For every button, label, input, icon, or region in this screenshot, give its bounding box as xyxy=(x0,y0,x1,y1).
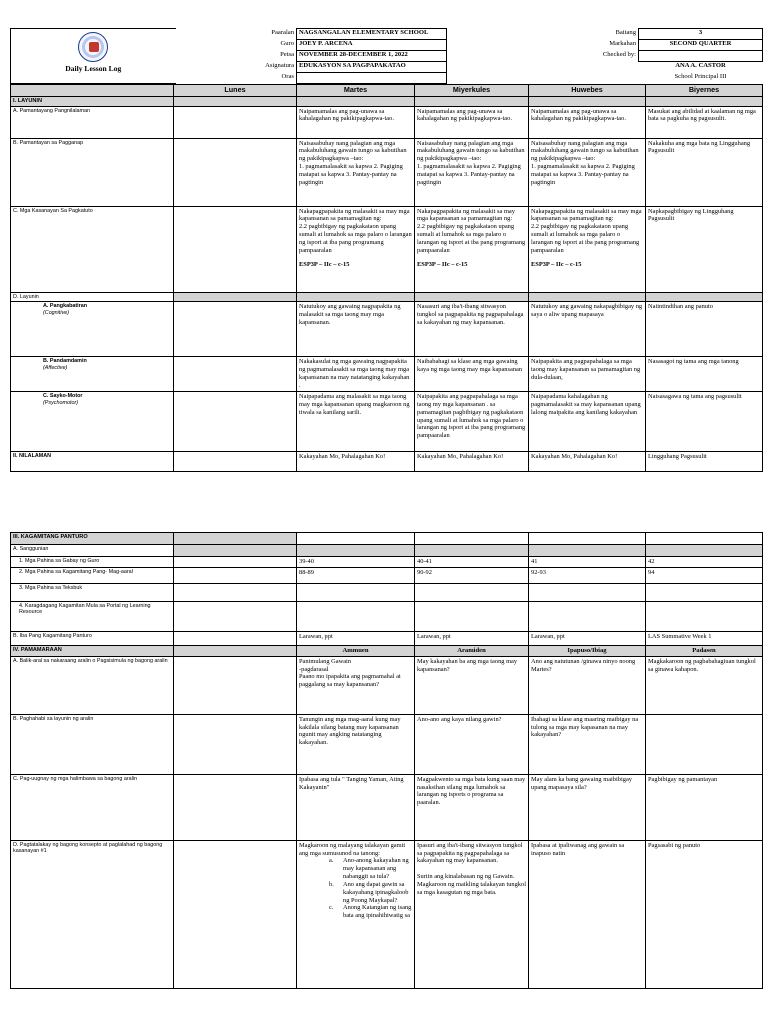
competency-code: ESP3P – IIc – c-15 xyxy=(531,261,582,269)
cell: Ipasuri ang iba't-ibang sitwasyon tungkol sa pagpapakita ng pagpapahalaga sa kakayahan ng may kapansanan. Suriin ang kinalabasan ng ng Gawain. Magkaroon ng maikling talakayan tungkol sa mga kasagutan ng mga bata. xyxy=(415,840,529,988)
cell: Naipamamalas ang pag-unawa sa kahalagahan ng pakikipagkapwa-tao. xyxy=(297,106,415,138)
cell: Nakapagpapakita ng malasakit sa may mga kapansanan sa pamamagitan ng: 2.2 pagbibigay ng pagkakataon upang sumali at lumahok sa mga palaro o larangan ng isport at iba pang programang pampaaralan ESP3P – IIc – c-15 xyxy=(415,206,529,292)
day-header: Martes xyxy=(297,85,415,97)
cell: Kakayahan Mo, Pahalagahan Ko! xyxy=(415,452,529,472)
cell: Naipamamalas ang pag-unawa sa kahalagahan ng pakikipagkapwa-tao. xyxy=(415,106,529,138)
section-heading: I. LAYUNIN xyxy=(11,96,174,106)
cell: Ipabasa at ipaliwanag ang gawain sa inapuso natin xyxy=(529,840,646,988)
cell: Nakakasulat ng mga gawaing nagpapakita ng pagmamalasakit sa mga taong may mga kapansanan na may natatanging kakayahan . xyxy=(297,357,415,392)
row-label: II. NILALAMAN xyxy=(11,452,174,472)
cell: Pagbibigay ng pamantayan xyxy=(646,774,763,840)
cell xyxy=(174,774,297,840)
field-label: Baitang xyxy=(615,28,636,36)
row-label: B. Iba Pang Kagamitang Panturo xyxy=(11,631,174,645)
field-label: Oras xyxy=(281,72,294,80)
principal-name: ANA A. CASTOR xyxy=(675,62,726,69)
row-label: 4. Karagdagang Kagamitan Mula sa Portal ng Learning Resource xyxy=(11,601,174,631)
grade-value: 3 xyxy=(639,29,763,40)
cell: Panimulang Gawain -pagdarasal Paano mo ipapakita ang pagmamahal at paggalang sa may kapansanan? xyxy=(297,656,415,714)
quarter-value: SECOND QUARTER xyxy=(639,40,763,51)
cell: Nakapagpapakita ng malasakit sa may mga kapansanan sa pamamagitan ng: 2.2 pagbibigay ng pagkakataon upang sumali at lumahok sa mga palaro o larangan ng isport at iba pang programang pampaaralan ESP3P – IIc – c-15 xyxy=(297,206,415,292)
day-header: Miyerkules xyxy=(415,85,529,97)
row-label: B. Paghahabi sa layunin ng aralin xyxy=(11,714,174,774)
cell: 92-93 xyxy=(529,567,646,583)
cell: Ano ang natutunan /ginawa ninyo noong Martes? xyxy=(529,656,646,714)
cell: Naipapakita ang pagpapahalaga sa mga taong may kapansanan sa pamamagitan ng dula-dulaan, xyxy=(529,357,646,392)
school-value: NAGSANGALAN ELEMENTARY SCHOOL xyxy=(297,29,447,40)
phase-header: Padasen xyxy=(646,645,763,656)
cell: Natutukoy ang gawaing nagpapakita ng malasakit sa mga taong may mga kapansanan. xyxy=(297,302,415,357)
day-header: Huwebes xyxy=(529,85,646,97)
phase-header: Aramiden xyxy=(415,645,529,656)
cell: Naisasabuhay nang palagian ang mga makabuluhang gawain tungo sa kabutihan ng pakikipagkapwa –tao: 1. pagmamalasakit sa kapwa 2. Pagiging matapat sa kapwa 3. Pantay-pantay na pagtingin xyxy=(297,138,415,206)
header-table xyxy=(10,28,763,84)
competency-code: ESP3P – IIc – c-15 xyxy=(299,261,350,269)
cell xyxy=(174,567,297,583)
list-item: c. Anong Katangian ng isang bata ang ipinahihiwatig sa xyxy=(329,904,412,920)
cell: Nakapagpapakita ng malasakit sa may mga kapansanan sa pamamagitan ng: 2.2 pagbibigay ng pagkakataon upang sumali at lumahok sa mga palaro o larangan ng isport at iba pang programang pampaaralan ESP3P – IIc – c-15 xyxy=(529,206,646,292)
row-label: A. Pangkabatiran (Cognitive) xyxy=(11,302,174,357)
phase-header: Ipapuso/Ibiag xyxy=(529,645,646,656)
row-label: D. Pagtatalakay ng bagong konsepto at paglalahad ng bagong kasanayan #1 xyxy=(11,840,174,988)
list-item: b. Ano ang dapat gawin sa kakayahang ipinagkaloob ng Poong Maykapal? xyxy=(329,880,409,904)
document-title: Daily Lesson Log xyxy=(65,64,122,73)
field-label: Checked by: xyxy=(602,50,636,58)
cell: Nakakuha ang mga bata ng Lingguhang Pagsusulit xyxy=(646,138,763,206)
cell: Larawan, ppt xyxy=(529,631,646,645)
cell: Kakayahan Mo, Pahalagahan Ko! xyxy=(529,452,646,472)
field-label: Paaralan xyxy=(271,28,294,36)
row-label: A. Sanggunian xyxy=(11,545,174,557)
checked-by-value xyxy=(639,51,763,62)
field-label: Petsa xyxy=(280,50,294,58)
cell: Napkapagbibigay ng Lingguhang Pagsusulit xyxy=(646,206,763,292)
cell: Kakayahan Mo, Pahalagahan Ko! xyxy=(297,452,415,472)
cell: Nasasagot ng tama ang mga tanong xyxy=(646,357,763,392)
cell xyxy=(174,452,297,472)
row-label: 3. Mga Pahina sa Teksbuk xyxy=(11,583,174,601)
cell: 42 xyxy=(646,557,763,568)
cell xyxy=(174,138,297,206)
field-label: Markahan xyxy=(609,39,636,47)
cell: Ibahagi sa klase ang maaring maibigay na tulong sa mga may kapasanan na may kakayahan? xyxy=(529,714,646,774)
cell xyxy=(174,357,297,392)
row-label: C. Mga Kasanayan Sa Pagkatuto xyxy=(11,206,174,292)
objectives-table xyxy=(10,84,763,472)
cell: Natutukoy ang gawaing nakapagbibigay ng saya o aliw upang mapasaya xyxy=(529,302,646,357)
row-label: 2. Mga Pahina sa Kagamitang Pang- Mag-aaral xyxy=(11,567,174,583)
cell xyxy=(174,392,297,452)
cell: Naipapadama kahalagahan ng pagmamalasakit sa may kapansanan upang lalong maipakita ang kanilang kakayahan xyxy=(529,392,646,452)
cell: Magkakaroon ng pagbabahagiuan tungkol sa ginawa kahapon. xyxy=(646,656,763,714)
cell: Tanungin ang mga mag-aaral kung may kakilala silang batang may kapansanan ngunit may angking natatanging kakayahan. xyxy=(297,714,415,774)
row-label: B. Pandamdamin (Affective) xyxy=(11,357,174,392)
lesson-log-page-1 xyxy=(10,28,762,472)
cell: May kakayahan ba ang mga taong may kapansanan? xyxy=(415,656,529,714)
cell xyxy=(174,714,297,774)
field-label: Asignatura xyxy=(265,61,294,69)
row-label: C. Sayko-Motor (Psychomotor) xyxy=(11,392,174,452)
row-label: D. Layunin xyxy=(11,292,174,302)
cell: Naisasagawa ng tama ang pagsusulit xyxy=(646,392,763,452)
cell: Ano-ano ang kaya nilang gawin? xyxy=(415,714,529,774)
cell: Naiintindihan ang panuto xyxy=(646,302,763,357)
principal-title: School Principal III xyxy=(674,72,727,80)
cell: Nasasuri ang iba't-ibang sitwasyon tungkol sa pagpapakita ng pagpapahalaga sa kakayahan ng may kapansanan. xyxy=(415,302,529,357)
cell: Naisasabuhay nang palagian ang mga makabuluhang gawain tungo sa kabutihan ng pakikipagkapwa –tao: 1. pagmamalasakit sa kapwa 2. Pagiging matapat sa kapwa 3. Pantay-pantay na pagtingin xyxy=(529,138,646,206)
cell xyxy=(174,631,297,645)
cell xyxy=(646,714,763,774)
cell: 94 xyxy=(646,567,763,583)
cell xyxy=(174,656,297,714)
day-header: Biyernes xyxy=(646,85,763,97)
row-label: C. Pag-uugnay ng mga halimbawa sa bagong aralin xyxy=(11,774,174,840)
date-value: NOVEMBER 28-DECEMBER 1, 2022 xyxy=(297,51,447,62)
cell: Masukat ang abilidad at kaalaman ng mga bata sa pagkuha ng pagsusulit. xyxy=(646,106,763,138)
deped-seal-icon xyxy=(78,32,108,62)
row-label: A. Pamantayang Pangnilalaman xyxy=(11,106,174,138)
cell: May alam ka bang gawaing maibibigay upang mapasaya sila? xyxy=(529,774,646,840)
cell xyxy=(174,840,297,988)
cell: Ipabasa ang tula " Tanging Yaman, Ating Kakayanin" xyxy=(297,774,415,840)
field-label: Guro xyxy=(280,39,294,47)
deped-seal-cell xyxy=(11,29,176,84)
cell: 39-40 xyxy=(297,557,415,568)
question-list xyxy=(299,857,412,920)
cell xyxy=(174,557,297,568)
row-label: 1. Mga Pahina sa Gabay ng Guro xyxy=(11,557,174,568)
competency-code: ESP3P – IIc – c-15 xyxy=(417,261,468,269)
row-label: B. Pamantayan sa Pagganap xyxy=(11,138,174,206)
cell: Lingguhang Pagsusulit xyxy=(646,452,763,472)
cell: Pagsasabi ng panuto xyxy=(646,840,763,988)
cell: Naipapadama ang malasakit sa mga taong may mga kapansanan upang magkaroon ng tiwala sa kanilang sarili. xyxy=(297,392,415,452)
materials-procedure-table xyxy=(10,532,763,989)
cell: 41 xyxy=(529,557,646,568)
cell xyxy=(174,106,297,138)
cell: Magpakwento sa mga bata kung saan may nasaksihan silang mga lumahok sa larangan ng isports o programa sa paaralan. xyxy=(415,774,529,840)
phase-header: Ammuen xyxy=(297,645,415,656)
cell: Magkaroon ng malayang talakayan gamit ang mga sumusunod na tanong: a. Ano-anong kakayahan ng may kapansanan ang nabanggit sa tula? b. Ano ang dapat gawin sa kakayahang ipinagkaloob ng Poong Maykapal? c. Anong Katangian ng isang bata ang ipinahihiwatig sa xyxy=(297,840,415,988)
cell: 40-41 xyxy=(415,557,529,568)
cell: Naipapakita ang pagpapahalaga sa mga taong my mga kapansanan . sa pamamagitan pagbibigay ng pagkakataon upang sumali at lumahok sa mga palaro o larangan ng isport at iba pang programang pampaaralan xyxy=(415,392,529,452)
cell: 90-92 xyxy=(415,567,529,583)
day-header: Lunes xyxy=(174,85,297,97)
list-item: a. Ano-anong kakayahan ng may kapansanan ang nabanggit sa tula? xyxy=(329,857,409,881)
cell: 88-89 xyxy=(297,567,415,583)
cell: Larawan, ppt xyxy=(297,631,415,645)
cell xyxy=(174,302,297,357)
section-heading: III. KAGAMITANG PANTURO xyxy=(11,533,174,545)
teacher-value: JOEY P. ARCENA xyxy=(297,40,447,51)
cell: LAS Summative Week 1 xyxy=(646,631,763,645)
cell: Naisasabuhay nang palagian ang mga makabuluhang gawain tungo sa kabutihan ng pakikipagkapwa –tao: 1. pagmamalasakit sa kapwa 2. Pagiging matapat sa kapwa 3. Pantay-pantay na pagtingin xyxy=(415,138,529,206)
lesson-log-page-2 xyxy=(10,532,762,989)
subject-value: EDUKASYON SA PAGPAPAKATAO xyxy=(297,62,447,73)
cell xyxy=(174,206,297,292)
cell: Larawan, ppt xyxy=(415,631,529,645)
row-label: A. Balik-aral sa nakaraang aralin o Pagsisimula ng bagong aralin xyxy=(11,656,174,714)
section-heading: IV. PAMAMARAAN xyxy=(11,645,174,656)
cell: Naipamamalas ang pag-unawa sa kahalagahan ng pakikipagkapwa-tao. xyxy=(529,106,646,138)
cell: Naibabahagi sa klase ang mga gawaing kaya ng mga taong may mga kapansanan xyxy=(415,357,529,392)
time-value xyxy=(297,73,447,84)
